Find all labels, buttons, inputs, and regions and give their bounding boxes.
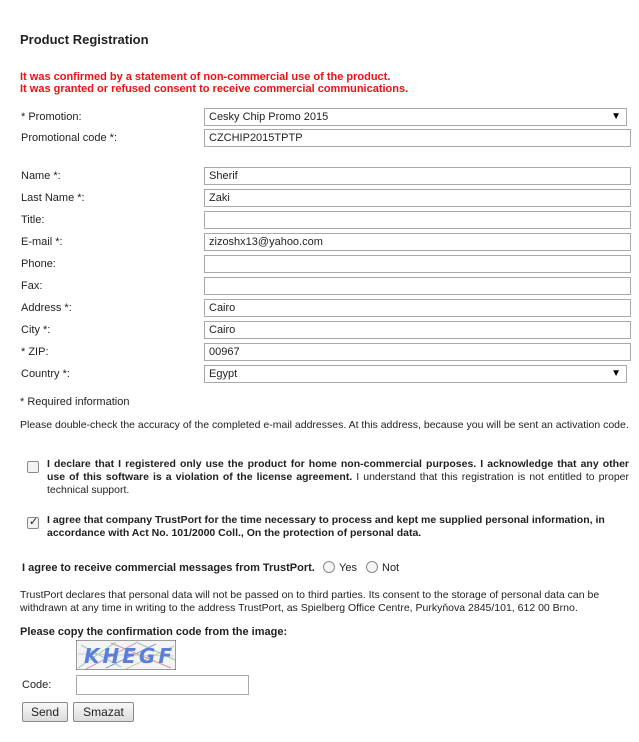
name-input[interactable]: Sherif — [204, 167, 631, 185]
name-label: Name *: — [21, 170, 61, 182]
last-name-label: Last Name *: — [21, 192, 85, 204]
phone-input[interactable] — [204, 255, 631, 273]
fax-input[interactable] — [204, 277, 631, 295]
city-input[interactable]: Cairo — [204, 321, 631, 339]
consent-message: It was granted or refused consent to receive commercial communications. — [20, 83, 409, 95]
title-label: Title: — [21, 214, 45, 226]
email-note: Please double-check the accuracy of the completed e-mail addresses. At this address, because you will be sent an activation code. — [20, 419, 629, 431]
promotion-label: * Promotion: — [21, 111, 82, 123]
address-input[interactable]: Cairo — [204, 299, 631, 317]
agree-checkbox[interactable] — [27, 517, 39, 529]
captcha-image — [76, 640, 176, 670]
declare-bold-text: I declare that I registered only use the product for home non-commercial purposes. I acknowledge that any other use of this software is a violation of the license agreement. — [47, 458, 629, 483]
commercial-no-label: Not — [382, 562, 400, 574]
agree-text: I agree that company TrustPort for the time necessary to process and kept me supplied personal information, in accordance with Act No. 101/2000 Coll., On the protection of personal data. — [47, 514, 605, 539]
privacy-note: TrustPort declares that personal data will not be passed on to third parties. Its consent to the storage of personal data can be withdrawn at any time in writing to the address TrustPort, as Spielberg Office Centre, Purkyňova 2845/101, 612 00 Brno. — [20, 589, 600, 614]
address-label: Address *: — [21, 302, 72, 314]
commercial-no-radio[interactable] — [366, 561, 378, 573]
declare-normal-text: I understand that this registration is not entitled to proper technical support. — [47, 471, 629, 496]
captcha-prompt: Please copy the confirmation code from the image: — [20, 626, 288, 638]
send-button[interactable]: Send — [22, 702, 68, 722]
declare-text — [47, 458, 629, 497]
code-input[interactable] — [76, 675, 249, 695]
zip-label: * ZIP: — [21, 346, 49, 358]
commercial-label: I agree to receive commercial messages from TrustPort. — [22, 562, 315, 574]
promotion-select[interactable] — [204, 108, 627, 126]
required-note: * Required information — [20, 396, 130, 408]
confirmation-message: It was confirmed by a statement of non-commercial use of the product. — [20, 71, 391, 83]
country-value: Egypt — [209, 368, 238, 380]
city-label: City *: — [21, 324, 51, 336]
commercial-yes-radio[interactable] — [323, 561, 335, 573]
captcha-text: KHEGF — [84, 644, 175, 668]
title-input[interactable] — [204, 211, 631, 229]
page-title: Product Registration — [20, 32, 149, 47]
declare-checkbox[interactable] — [27, 461, 39, 473]
promotion-value: Cesky Chip Promo 2015 — [209, 111, 329, 123]
country-label: Country *: — [21, 368, 70, 380]
code-label: Code: — [22, 679, 52, 691]
zip-input[interactable]: 00967 — [204, 343, 631, 361]
fax-label: Fax: — [21, 280, 43, 292]
promo-code-label: Promotional code *: — [21, 132, 117, 144]
phone-label: Phone: — [21, 258, 56, 270]
email-label: E-mail *: — [21, 236, 63, 248]
email-input[interactable]: zizoshx13@yahoo.com — [204, 233, 631, 251]
country-select[interactable] — [204, 365, 627, 383]
commercial-yes-label: Yes — [339, 562, 357, 574]
clear-button[interactable]: Smazat — [73, 702, 134, 722]
last-name-input[interactable]: Zaki — [204, 189, 631, 207]
promo-code-input[interactable]: CZCHIP2015TPTP — [204, 129, 631, 147]
dropdown-arrow-icon: ▼ — [611, 368, 621, 379]
dropdown-arrow-icon: ▼ — [611, 111, 621, 122]
